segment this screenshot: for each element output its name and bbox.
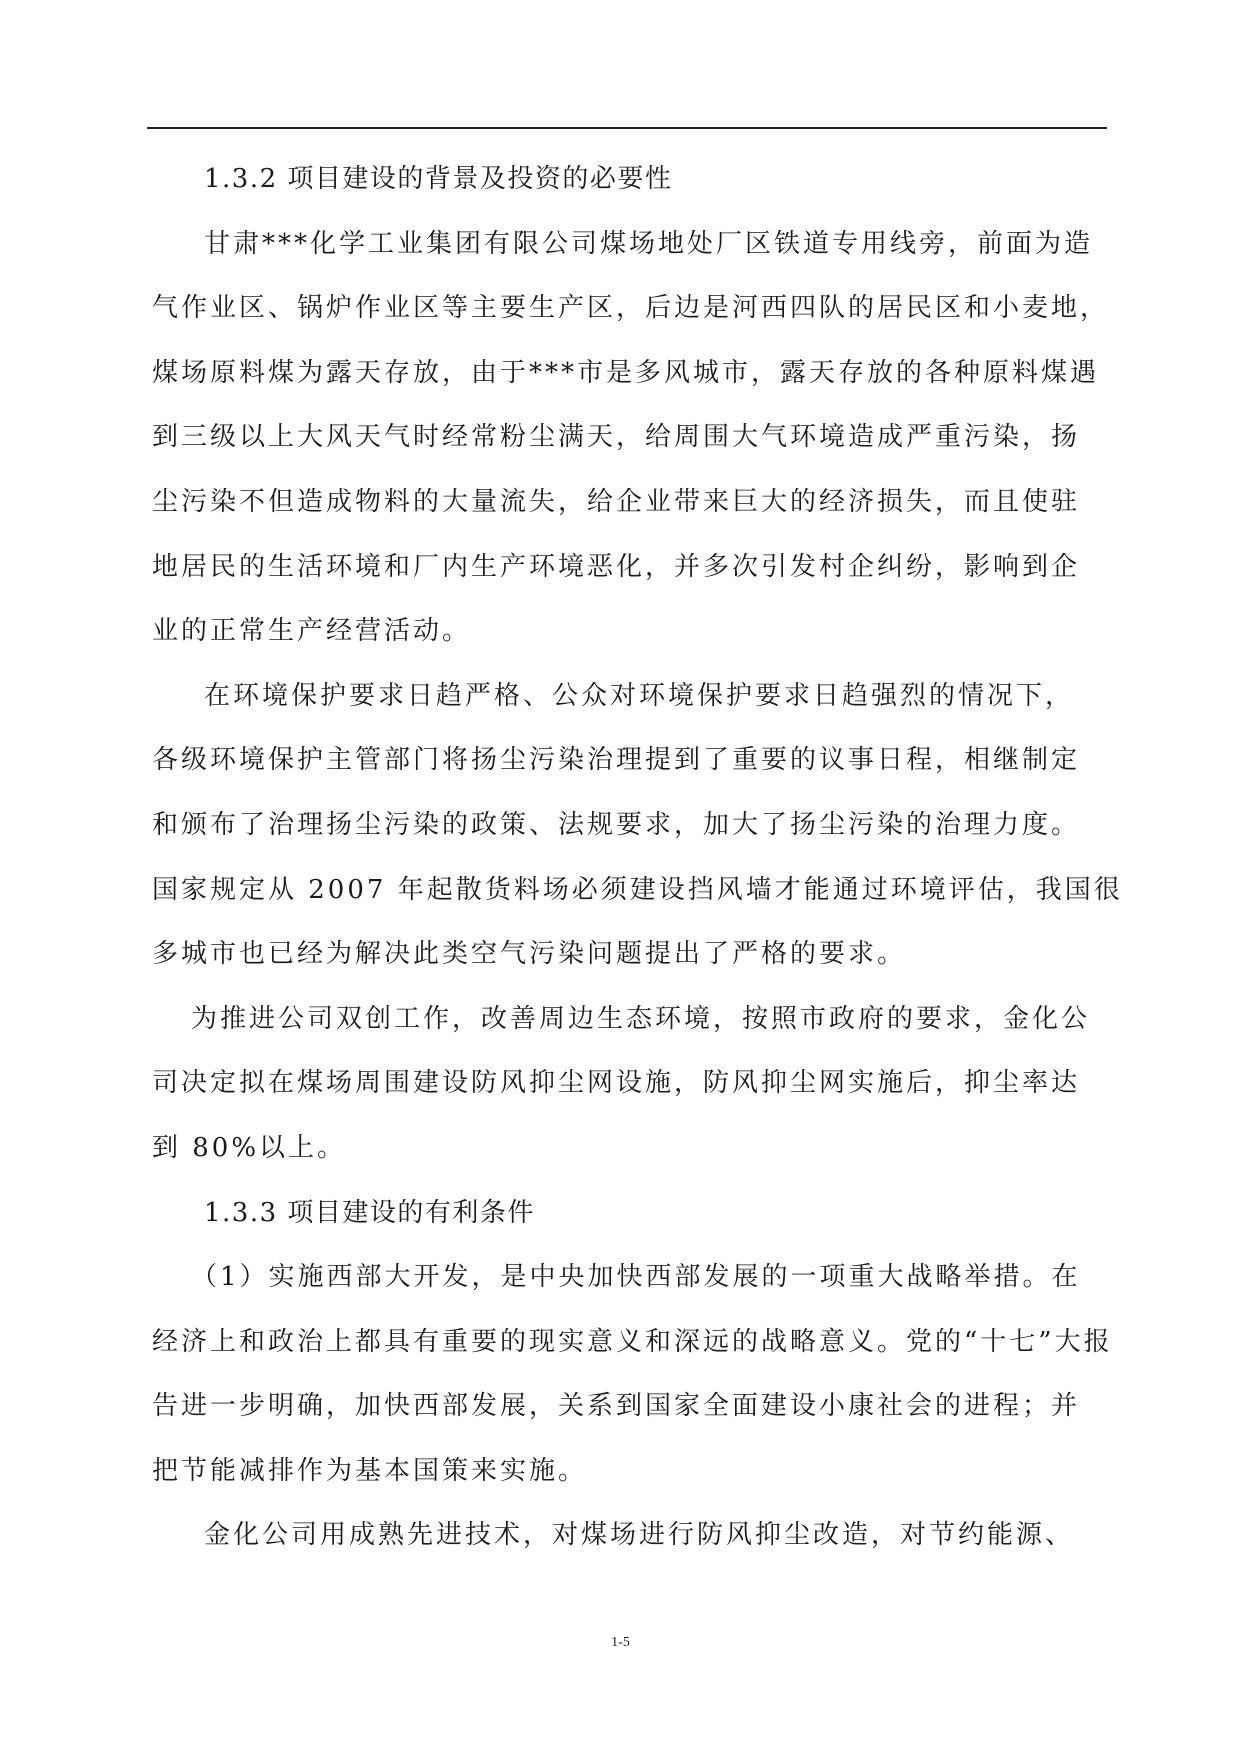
paragraph-line: 司决定拟在煤场周围建设防风抑尘网设施，防风抑尘网实施后，抑尘率达	[152, 1068, 1081, 1099]
paragraph-line: 尘污染不但造成物料的大量流失，给企业带来巨大的经济损失，而且使驻	[152, 486, 1081, 517]
header-rule	[147, 127, 1107, 129]
paragraph-line: 到三级以上大风天气时经常粉尘满天，给周围大气环境造成严重污染，扬	[152, 422, 1081, 453]
section-heading: 1.3.3 项目建设的有利条件	[204, 1197, 535, 1228]
paragraph-line: 甘肃***化学工业集团有限公司煤场地处厂区铁道专用线旁，前面为造	[204, 228, 1094, 259]
paragraph-line: 多城市也已经为解决此类空气污染问题提出了严格的要求。	[152, 939, 907, 970]
page-number: 1-5	[611, 1635, 630, 1650]
paragraph-line: 国家规定从 2007 年起散货料场必须建设挡风墙才能通过环境评估，我国很	[152, 874, 1123, 905]
paragraph-line: 地居民的生活环境和厂内生产环境恶化，并多次引发村企纠纷，影响到企	[152, 551, 1081, 582]
paragraph-line: 各级环境保护主管部门将扬尘污染治理提到了重要的议事日程，相继制定	[152, 745, 1081, 776]
paragraph-line: （1）实施西部大开发，是中央加快西部发展的一项重大战略举措。在	[191, 1262, 1081, 1293]
paragraph-line: 在环境保护要求日趋严格、公众对环境保护要求日趋强烈的情况下，	[204, 680, 1075, 711]
section-heading: 1.3.2 项目建设的背景及投资的必要性	[204, 164, 673, 194]
paragraph-line: 把节能减排作为基本国策来实施。	[152, 1455, 588, 1486]
paragraph-line: 气作业区、锅炉作业区等主要生产区，后边是河西四队的居民区和小麦地，	[152, 293, 1110, 324]
paragraph-line: 业的正常生产经营活动。	[152, 616, 472, 647]
paragraph-line: 为推进公司双创工作，改善周边生态环境，按照市政府的要求，金化公	[191, 1003, 1091, 1034]
paragraph-line: 煤场原料煤为露天存放，由于***市是多风城市，露天存放的各种原料煤遇	[152, 357, 1100, 388]
document-body	[152, 161, 1123, 1582]
paragraph-line: 金化公司用成熟先进技术，对煤场进行防风抑尘改造，对节约能源、	[204, 1520, 1075, 1551]
paragraph-line: 和颁布了治理扬尘污染的政策、法规要求，加大了扬尘污染的治理力度。	[152, 809, 1081, 840]
paragraph-line: 到 80%以上。	[152, 1132, 347, 1163]
paragraph-line: 经济上和政治上都具有重要的现实意义和深远的战略意义。党的“十七”大报	[152, 1326, 1113, 1357]
paragraph-line: 告进一步明确，加快西部发展，关系到国家全面建设小康社会的进程；并	[152, 1391, 1081, 1422]
